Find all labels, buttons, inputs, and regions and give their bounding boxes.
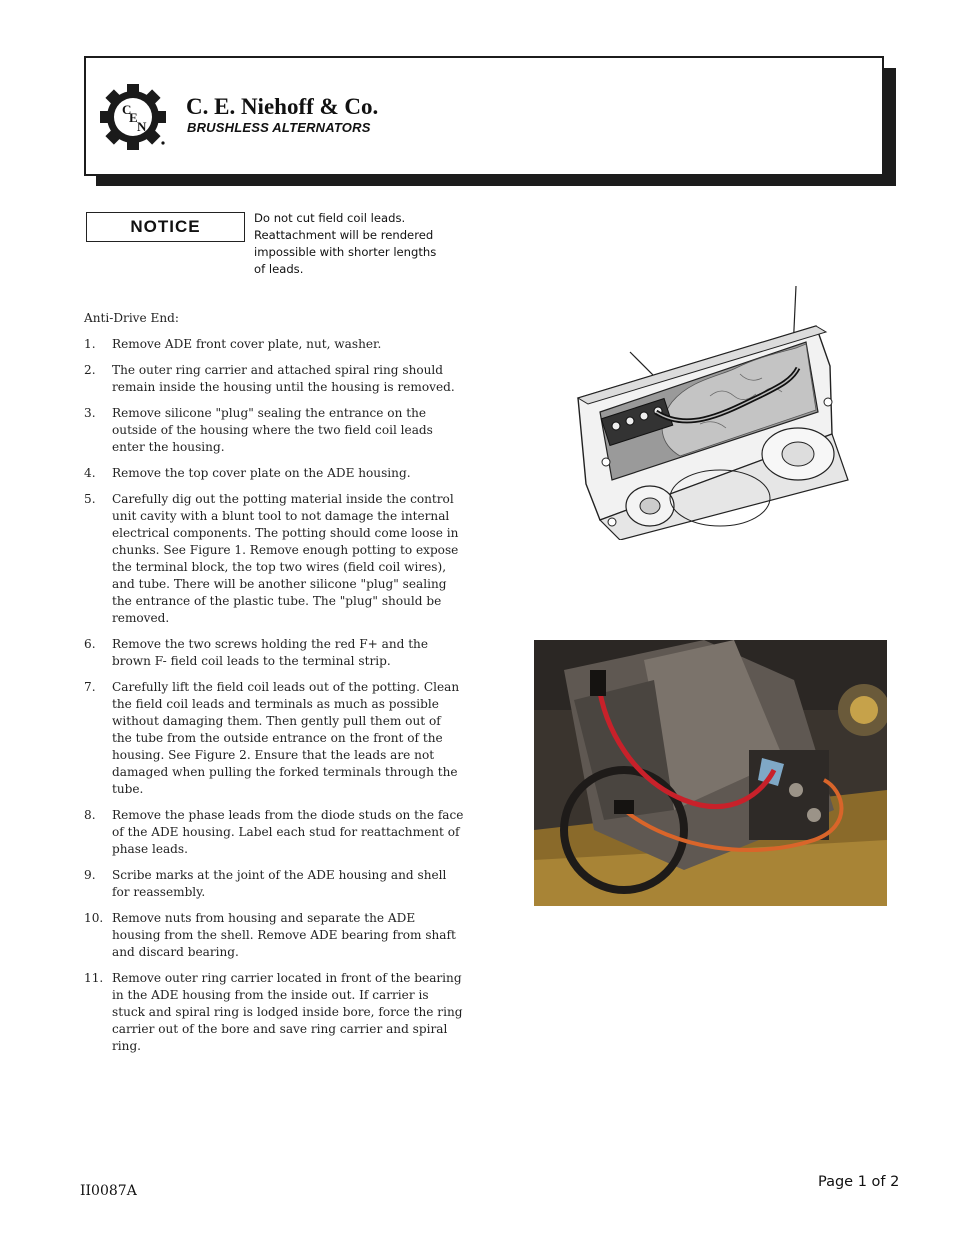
step-item (84, 336, 464, 353)
page-number: Page 1 of 2 (818, 1174, 900, 1190)
notice-line: Reattachment will be rendered (254, 228, 434, 242)
step-text: Remove the two screws holding the red F+ and the brown F- field coil leads to the terminal strip. (112, 637, 429, 668)
step-number: 11. (84, 971, 104, 985)
step-number: 3. (84, 406, 96, 420)
header (84, 56, 884, 176)
step-text: Scribe marks at the joint of the ADE housing and shell for reassembly. (112, 868, 447, 899)
step-item (84, 679, 464, 798)
figure-2-field-coil-photo (534, 640, 887, 906)
document-code: II0087A (80, 1183, 137, 1199)
company-logo (100, 84, 166, 150)
step-number: 9. (84, 868, 96, 882)
step-item (84, 491, 464, 627)
notice-text (254, 210, 454, 278)
step-item (84, 362, 464, 396)
step-item (84, 465, 464, 482)
notice-line: Do not cut field coil leads. (254, 211, 406, 225)
step-number: 5. (84, 492, 96, 506)
company-name: C. E. Niehoff & Co. (186, 94, 379, 119)
step-number: 6. (84, 637, 96, 651)
step-text: Remove the top cover plate on the ADE housing. (112, 466, 411, 480)
notice-line: impossible with shorter lengths (254, 245, 437, 259)
step-text: Remove ADE front cover plate, nut, washer. (112, 337, 382, 351)
step-number: 4. (84, 466, 96, 480)
step-number: 7. (84, 680, 96, 694)
steps-list (84, 336, 464, 1055)
step-text: Remove outer ring carrier located in front of the bearing in the ADE housing from the inside out. If carrier is stuck and spiral ring is lodged inside bore, force the ring carrier out of the bore and save ring carrier and spiral ring. (112, 971, 463, 1053)
section-heading: Anti-Drive End: (84, 311, 179, 325)
step-item (84, 405, 464, 456)
logo-letter-c: C (122, 102, 132, 117)
step-number: 1. (84, 337, 96, 351)
notice-label: NOTICE (86, 212, 245, 242)
step-text: Carefully dig out the potting material inside the control unit cavity with a blunt tool to not damage the internal electrical components. The potting should come loose in chunks. See Figure 1. Remove enough potting to expose the terminal block, the top two wires (field coil wires), and tube. There will be another silicone "plug" sealing the entrance of the plastic tube. The "plug" should be removed. (112, 492, 459, 625)
company-tagline: BRUSHLESS ALTERNATORS (187, 120, 371, 135)
step-number: 10. (84, 911, 104, 925)
step-text: Remove the phase leads from the diode studs on the face of the ADE housing. Label each stud for reattachment of phase leads. (112, 808, 464, 856)
step-item (84, 910, 464, 961)
step-item (84, 636, 464, 670)
step-number: 8. (84, 808, 96, 822)
logo-letter-e: E (129, 110, 138, 125)
step-text: Remove silicone "plug" sealing the entrance on the outside of the housing where the two field coil leads enter the housing. (112, 406, 433, 454)
notice-line: of leads. (254, 262, 304, 276)
logo-letter-n: N (137, 119, 147, 134)
step-item (84, 807, 464, 858)
step-text: Carefully lift the field coil leads out of the potting. Clean the field coil leads and terminals as much as possible without damaging them. Then gently pull them out of the tube from the outside entrance on the front of the housing. See Figure 2. Ensure that the leads are not damaged when pulling the forked terminals through the tube. (112, 680, 460, 796)
figure-1-housing-drawing (560, 284, 870, 540)
step-text: Remove nuts from housing and separate the ADE housing from the shell. Remove ADE bearing from shaft and discard bearing. (112, 911, 456, 959)
step-number: 2. (84, 363, 96, 377)
step-text: The outer ring carrier and attached spiral ring should remain inside the housing until the housing is removed. (112, 363, 455, 394)
step-item (84, 970, 464, 1055)
step-item (84, 867, 464, 901)
instructions (84, 310, 464, 1064)
